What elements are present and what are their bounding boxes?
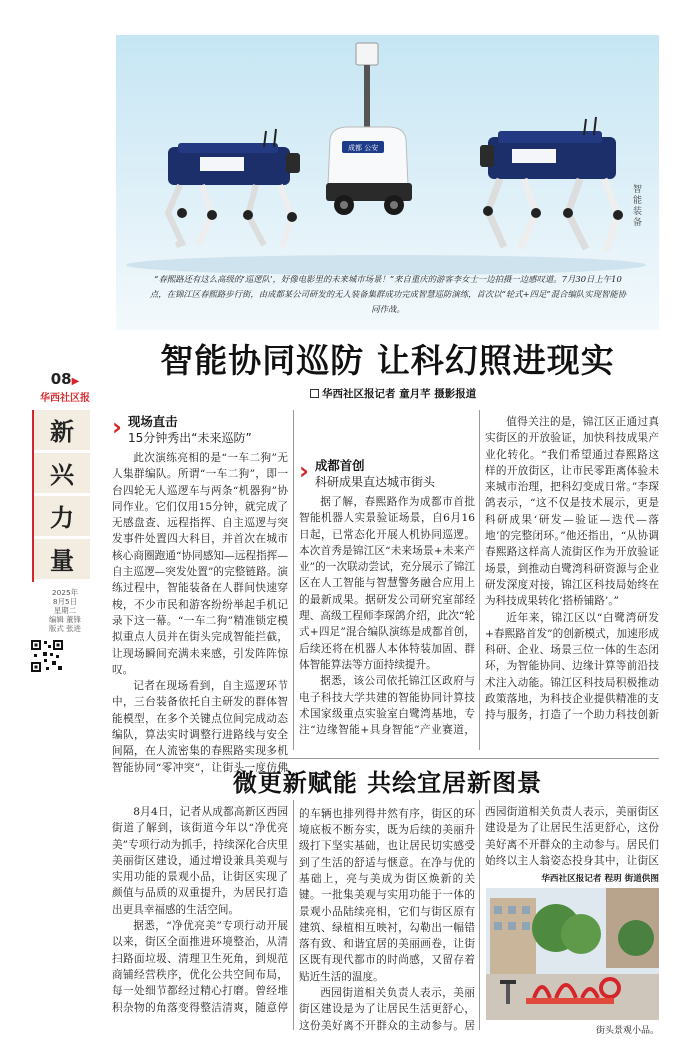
byline [310,386,476,401]
article-divider [112,758,659,759]
page-sidebar [30,370,100,677]
article-column-1 [112,414,288,774]
weekday: 星期二 [53,606,77,615]
article2-column-3 [485,804,659,870]
paragraph: 此次演练亮相的是“一车二狗”无人集群编队。所谓“一车二狗”，即一台四轮无人巡逻车与两条“机器狗”协同作业。它们仅用15分钟，就完成了无感盘查、远程指挥、自主巡逻与突发事件处置四大科目，并首次在城市核心商圈跑通“协同感知—远程指挥—自主巡逻—突发处置”的完整链路。演练过程中，智能装备在人群间快速穿梭，不少市民和游客纷纷举起手机记录下这一幕。“一车二狗”精准锁定模拟重点人员并在街头完成智能拦截，让现场瞬间充满未来感，引发阵阵惊叹。 [112,452,288,676]
section-title: 现场直击 [128,414,178,429]
photo-credit: 智能装备 [633,185,643,228]
street-landscape-photo [486,888,659,1020]
paragraph: 值得关注的是，锦江区正通过真实街区的开放验证，加快科技成果产业化转化。“我们希望通过春熙路这样的开放街区，让市民零距离体验未来城市治理，把科幻变成日常。”李琛鸽表示，“这不仅是技术展示，更是科研成果‘研发—验证—迭代—落地’的完整闭环。”他还指出，“从协调春熙路这样高人流街区作为开放验证场景，到推动白鹭湾科研资源与企业研发深度对接，锦江区科技局始终在为科技成果转化‘搭桥铺路’。” [485,416,659,608]
article2-column-2 [299,804,475,1032]
byline-box-icon [310,389,319,398]
editor: 编辑 董锋 [49,615,81,624]
date-line: 8月5日 [52,597,78,606]
column-divider [293,410,294,750]
column-divider [479,410,480,750]
paragraph: 据了解，春熙路作为成都市首批智能机器人实景验证场景，自6月16日起，已常态化开展人机协同巡逻。本次首秀是锦江区“未来场景+未来产业”的一次联动尝试，充分展示了锦江区在人工智能与智慧警务融合应用上的最新成果。据研发公司研究室部经理、高级工程师李琛鸽介绍，此次“轮式+四足”混合编队演练是成都首创，后续还将在机器人本体特装加固、群体智能算法等方面持续提升。 [299,496,475,671]
section-subtitle: 科研成果直达城市街头 [315,475,436,489]
article2-column-1 [112,804,288,1014]
section-header-live [112,414,288,446]
paragraph: 记者在现场看到，自主巡逻环节中，三台装备依托自主研发的群体智能模型，在多个关键点位间完成动态编队，算法实时调整行进路线与安全间隔，在人流密集的春熙路实现多机智能协同“零冲突”，让街头一度仿佛 [112,680,288,774]
column-char: 力 [34,496,90,539]
paragraph: 近年来，锦江区以“白鹭湾研发+春熙路首发”的创新模式，加速形成科研、企业、场景三位一体的生态闭环，为智能协同、边缘计算等前沿技术注入动能。锦江区科技局积极推动政策落地，为科技企业提供精准的支持与服务，打造了一个助力科技创新 [485,611,659,722]
photo-caption: 街头景观小品。 [595,1026,659,1036]
column-char: 量 [34,539,90,582]
paragraph: 据悉，该公司依托锦江区政府与电子科技大学共建的智能协同计算技术国家级重点实验室白鹭湾基地，专注“边缘智能+具身智能”产业赛道， [299,675,475,737]
date-line: 2025年 [51,588,79,597]
robot-dog-right-icon [480,117,623,251]
robot-patrol-car-icon [326,43,412,215]
section-header-first [299,458,475,490]
photo-credit: 华西社区报记者 程玥 街道供图 [541,874,659,884]
chevron-right-icon: › [112,413,122,441]
paragraph: 据悉，“净优亮美”专项行动开展以来，街区全面推进环境整治，从清扫路面垃圾、清理卫生死角，到规范商铺经营秩序，优化公共空间布局，每一处细节都经过精心打磨。曾经堆积杂物的角落变得整洁清爽，随意停 [112,920,288,1014]
article2-headline: 微更新赋能 共绘宜居新图景 [232,769,543,797]
byline-text: 华西社区报记者 童月芊 摄影报道 [322,388,477,400]
paragraph: 西园街道相关负责人表示，美丽街区建设是为了让居民生活更舒心，这份美好离不开群众的主动参与。居 [299,987,475,1032]
paper-name: 华西社区报 [40,393,90,404]
column-divider [479,800,480,1030]
street-scene-illustration [486,888,659,1020]
article-column-2 [299,414,475,737]
main-headline: 智能协同巡防 让科幻照进现实 [160,341,615,380]
column-char: 新 [34,410,90,453]
hero-caption: “春熙路还有这么高级的‘巡逻队’，好像电影里的未来城市场景！”来自重庆的游客李女士一边拍摄一边感叹道。7月30日上午10点，在锦江区春熙路步行街，由成都某公司研发的无人装备集群成功完成智慧巡防演练，首次以“轮式+四足”混合编队实现智能协同作战。 [149,274,627,314]
paragraph: 8月4日，记者从成都高新区西园街道了解到，该街道今年以“净优亮美”专项行动为抓手，持续深化合庆里美丽街区建设，通过增设兼具美观与实用功能的景观小品，让街区实现了颜值与品质的双重提升，为居民打造出更具幸福感的生活空间。 [112,806,288,916]
designer: 版式 张进 [49,624,81,633]
chevron-right-icon: › [299,457,309,485]
section-subtitle: 15分钟秀出“未来巡防” [128,431,252,445]
page-arrow-icon: ▶ [71,376,80,387]
qr-code-icon[interactable] [30,639,64,673]
svg-text:成都 公安: 成都 公安 [348,144,379,152]
paragraph: 西园街道相关负责人表示，美丽街区建设是为了让居民生活更舒心，这份美好离不开群众的主动参与。居民们始终以主人翁姿态投身其中，让街区 [485,806,659,867]
robot-dog-left-icon [168,129,300,247]
column-divider [293,800,294,1030]
section-title: 成都首创 [315,458,365,473]
column-char: 兴 [34,453,90,496]
page-number: 08▶ [50,370,80,388]
article-column-3 [485,414,659,724]
issue-meta [30,588,100,633]
column-name [32,410,90,582]
paragraph: 的车辆也排列得井然有序，街区的环境底板不断夯实，既为后续的美丽升级打下坚实基础，也让居民切实感受到了生活的舒适与惬意。在净与优的基础上，亮与美成为街区焕新的关键。一批集美观与实用功能于一体的景观小品陆续亮相，它们与街区原有建筑、绿植相互映衬，勾勒出一幅错落有致、和谐宜居的美丽画卷，让街区既有现代都市的时尚感，又留存着贴近生活的温度。 [299,807,475,983]
